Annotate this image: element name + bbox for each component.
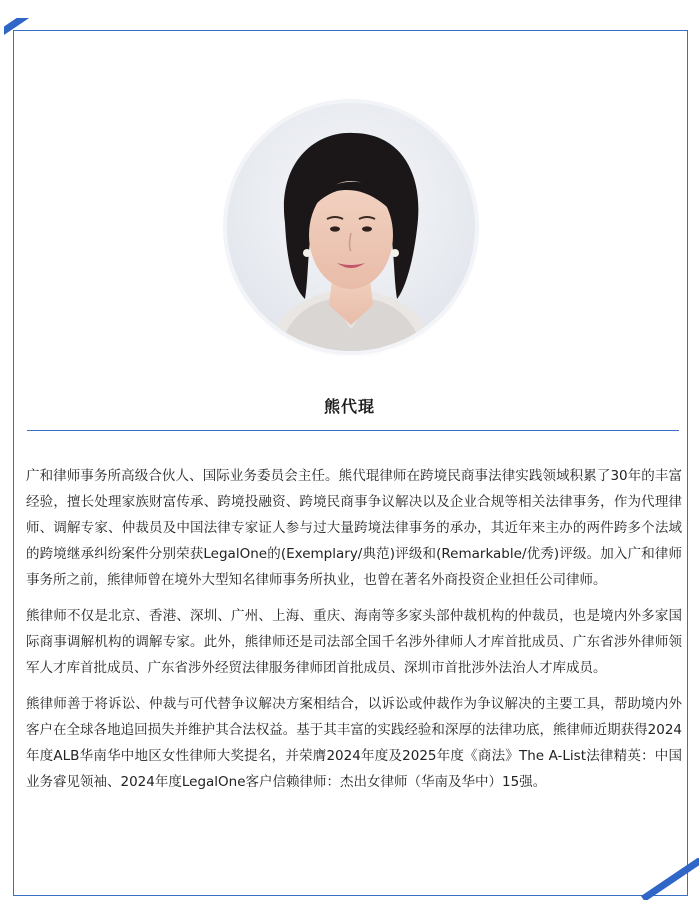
profile-photo	[227, 103, 475, 351]
bio-paragraph-3: 熊律师善于将诉讼、仲裁与可代替争议解决方案相结合，以诉讼或仲裁作为争议解决的主要工具，帮助境内外客户在全球各地追回损失并维护其合法权益。基于其丰富的实践经验和深厚的法律功底，熊律师近期获得2024年度ALB华南华中地区女性律师大奖提名，并荣膺2024年度及2025年度《商法》The A-List法律精英：中国业务睿见领袖、2024年度LegalOne客户信赖律师：杰出女律师（华南及华中）15强。	[26, 696, 682, 790]
portrait-illustration	[227, 103, 475, 351]
bio-paragraph-1: 广和律师事务所高级合伙人、国际业务委员会主任。熊代琨律师在跨境民商事法律实践领域积累了30年的丰富经验，擅长处理家族财富传承、跨境投融资、跨境民商事争议解决以及企业合规等相关法律事务，作为代理律师、调解专家、仲裁员及中国法律专家证人参与过大量跨境法律事务的承办，其近年来主办的两件跨多个法域的跨境继承纠纷案件分别荣获LegalOne的(Exemplary/典范)评级和(Remarkable/优秀)评级。加入广和律师事务所之前，熊律师曾在境外大型知名律师事务所执业，也曾在著名外商投资企业担任公司律师。	[26, 468, 682, 588]
corner-accent-top-left	[4, 18, 56, 70]
bio-section	[26, 463, 682, 805]
corner-accent-bottom-right	[639, 858, 699, 900]
bio-paragraph-2: 熊律师不仅是北京、香港、深圳、广州、上海、重庆、海南等多家头部仲裁机构的仲裁员，也是境内外多家国际商事调解机构的调解专家。此外，熊律师还是司法部全国千名涉外律师人才库首批成员、广东省涉外律师领军人才库首批成员、广东省涉外经贸法律服务律师团首批成员、深圳市首批涉外法治人才库成员。	[26, 608, 682, 676]
section-divider	[27, 430, 679, 431]
profile-name: 熊代琨	[323, 397, 375, 416]
